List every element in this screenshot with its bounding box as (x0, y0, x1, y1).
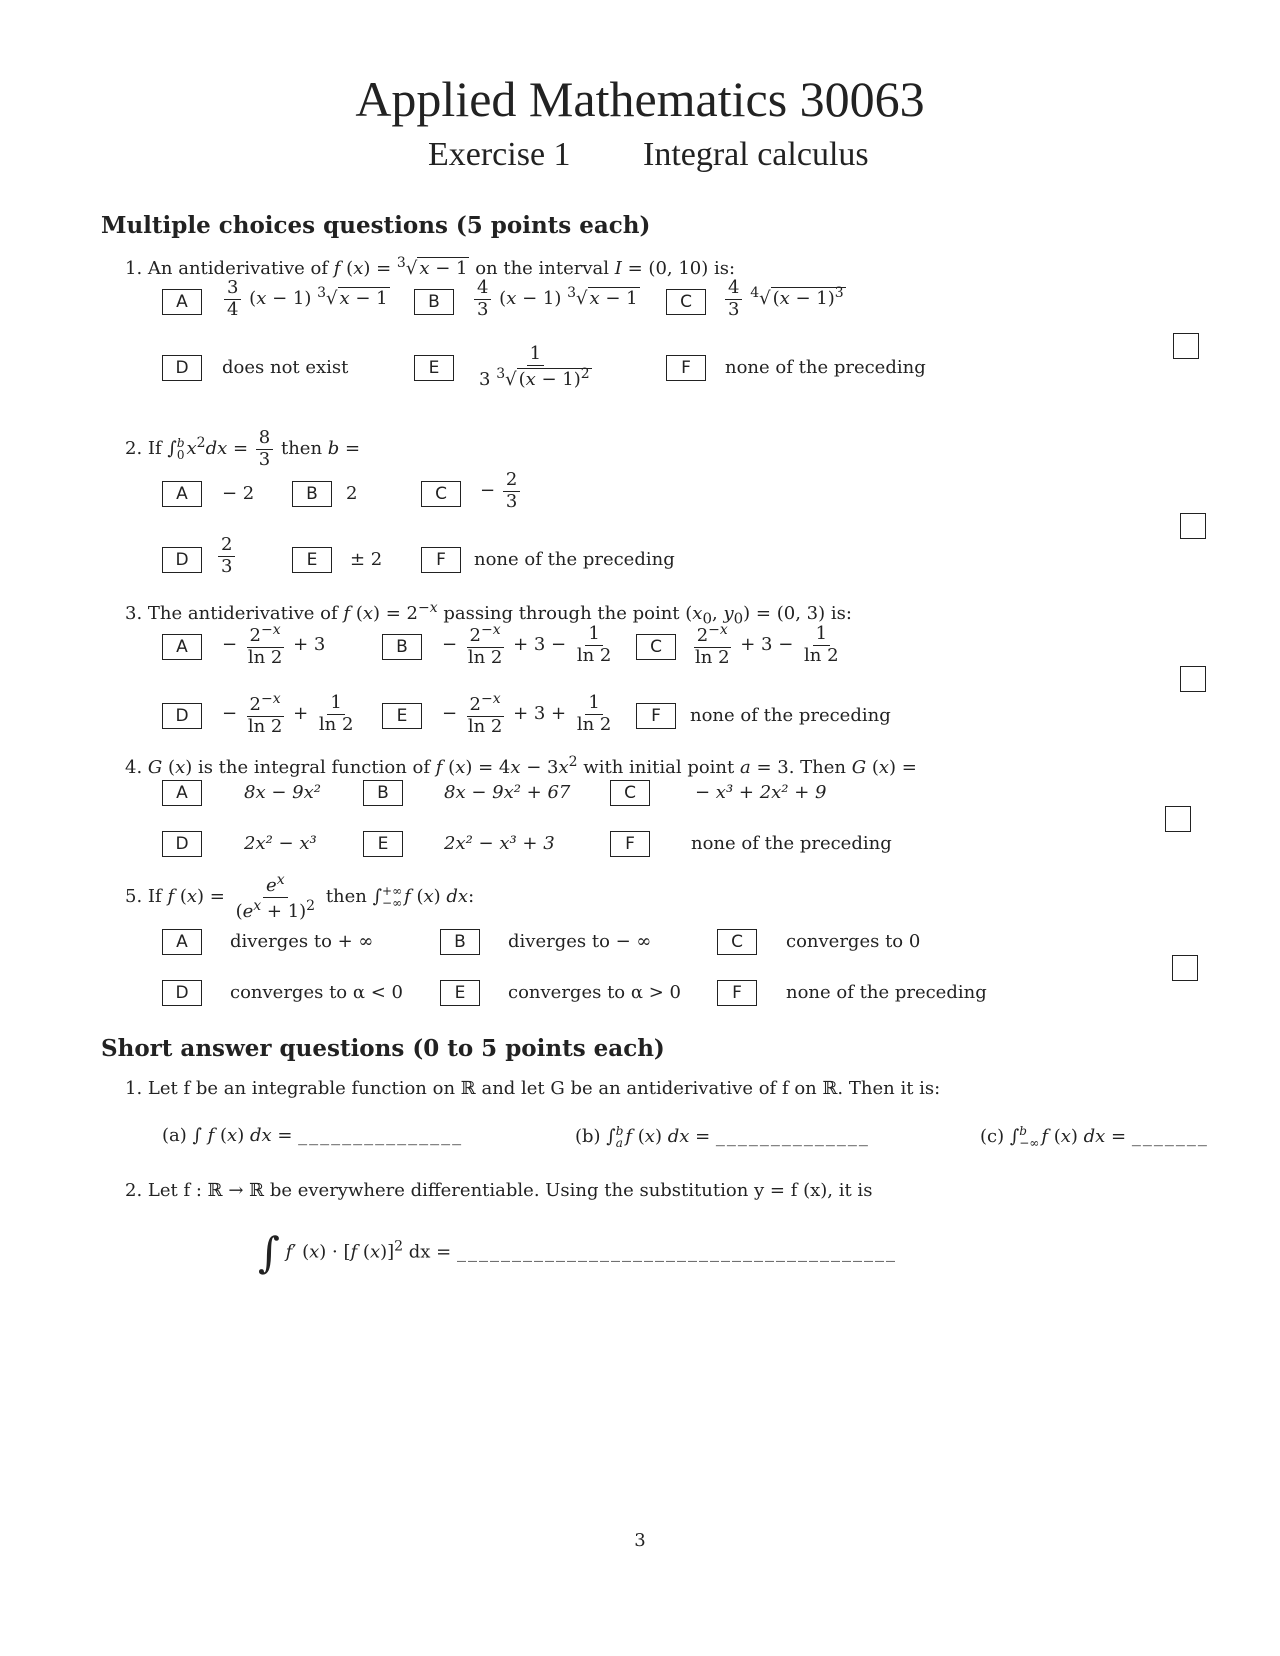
q4-option-b: 8x − 9x² + 67 (444, 782, 571, 803)
q4-option-a-box[interactable]: A (162, 780, 202, 806)
q1-text3: is: (714, 258, 736, 279)
q3-option-e: − $\frac{2^{-x}}{\ln 2}$ + 3 + $\frac{1}{\ln 2}$ (442, 691, 612, 737)
sa-q1-part-b: (b) ∫ b a f (x) dx = ______________ (575, 1124, 870, 1150)
q5-option-f: none of the preceding (786, 982, 987, 1003)
q2-text2: then (280, 438, 323, 460)
q4-text1: is the integral function of (197, 757, 431, 778)
exercise-label: Exercise 1 (428, 136, 571, 173)
q4-answer-box[interactable] (1165, 806, 1191, 832)
q4-option-e: 2x² − x³ + 3 (444, 833, 555, 854)
q5-text1: If (147, 886, 162, 908)
sa-q1-a-blank[interactable]: _______________ (298, 1125, 464, 1146)
q5-text2: then (325, 886, 367, 908)
q1-option-b-box[interactable]: B (414, 289, 454, 315)
q4-option-c-box[interactable]: C (610, 780, 650, 806)
q2-option-e: ± 2 (350, 549, 383, 570)
q4-option-f: none of the preceding (691, 833, 892, 854)
q5-option-b: diverges to − ∞ (508, 931, 652, 952)
sa-section-heading: Short answer questions (0 to 5 points each) (101, 1035, 665, 1062)
sa-q2-blank[interactable]: ________________________________________ (456, 1241, 897, 1263)
q3-option-f: none of the preceding (690, 705, 891, 726)
q5-number: 5. (125, 886, 143, 908)
q5-stem: 5. If f (x) = $\frac{e^x}{(e^x + 1)^2}$ then ∫ +∞ −∞ f (x) dx: (125, 872, 475, 922)
q3-stem: 3. The antiderivative of f $(x) = 2^{-x}$ passing through the point ($x_0$, $y_0) = (0$, 3) is: (125, 600, 852, 628)
sa-q1-text: Let f be an integrable function on ℝ and let G be an antiderivative of f on ℝ. Then it is: (147, 1078, 941, 1099)
q1-option-a: $\frac{3}{4}$ (x − 1) $^3$√ x − 1 (222, 278, 390, 320)
sa-q1-c-label: (c) (980, 1126, 1005, 1147)
q1-stem: 1. An antiderivative of f (x) = $^3$√ x − 1 on the interval I = (0, 10) is: (125, 255, 736, 279)
sa-q1-b-blank[interactable]: ______________ (715, 1126, 870, 1147)
q2-stem: 2. If ∫ b 0 $x^2dx$ = $\frac{8}{3}$ then b = (125, 427, 361, 470)
sa-q1-c-blank[interactable]: _______ (1131, 1126, 1209, 1147)
q4-option-c: − x³ + 2x² + 9 (695, 782, 827, 803)
page-title: Applied Mathematics 30063 (355, 71, 925, 127)
q5-option-a-box[interactable]: A (162, 929, 202, 955)
q3-option-e-box[interactable]: E (382, 703, 422, 729)
q4-option-a: 8x − 9x² (244, 782, 321, 803)
q4-number: 4. (125, 757, 143, 778)
q3-option-a: − $\frac{2^{-x}}{\ln 2}$ + 3 (222, 622, 326, 668)
sa-q2-stem (125, 1180, 872, 1201)
sa-q2-text: Let f : ℝ → ℝ be everywhere differentiable. Using the substitution y = f (x), it is (147, 1180, 873, 1201)
q3-option-b-box[interactable]: B (382, 634, 422, 660)
q3-option-f-box[interactable]: F (636, 703, 676, 729)
q5-option-a: diverges to + ∞ (230, 931, 374, 952)
sa-q1-stem (125, 1078, 940, 1099)
q2-option-a-box[interactable]: A (162, 481, 202, 507)
sa-q2-expression: ∫ f′ (x) · [f (x)]$^2$ dx = ________________________________________ (258, 1228, 897, 1277)
q1-option-e-box[interactable]: E (414, 355, 454, 381)
q1-option-a-box[interactable]: A (162, 289, 202, 315)
q4-text3: . Then (788, 757, 847, 778)
q3-text2: passing through the point (443, 603, 680, 624)
q1-number: 1. (125, 258, 143, 279)
q4-option-d: 2x² − x³ (244, 833, 317, 854)
q4-text2: with initial point (583, 757, 735, 778)
q3-text3: is: (830, 603, 852, 624)
q4-option-d-box[interactable]: D (162, 831, 202, 857)
q3-option-d: − $\frac{2^{-x}}{\ln 2}$ + $\frac{1}{\ln 2}$ (222, 691, 354, 737)
q5-option-e: converges to α > 0 (508, 982, 681, 1003)
mc-section-heading: Multiple choices questions (5 points each) (101, 212, 651, 239)
q5-answer-box[interactable] (1172, 955, 1198, 981)
q5-option-d: converges to α < 0 (230, 982, 403, 1003)
q5-option-c-box[interactable]: C (717, 929, 757, 955)
q2-option-f-box[interactable]: F (421, 547, 461, 573)
q1-option-f: none of the preceding (725, 357, 926, 378)
q5-option-d-box[interactable]: D (162, 980, 202, 1006)
q2-option-c: − $\frac{2}{3}$ (480, 470, 522, 512)
q1-text1: An antiderivative of (147, 258, 329, 279)
q5-option-e-box[interactable]: E (440, 980, 480, 1006)
q2-option-d-box[interactable]: D (162, 547, 202, 573)
q3-text1: The antiderivative of (147, 603, 338, 624)
q2-option-b: 2 (346, 483, 358, 504)
q5-option-b-box[interactable]: B (440, 929, 480, 955)
q1-answer-box[interactable] (1173, 333, 1199, 359)
q2-option-e-box[interactable]: E (292, 547, 332, 573)
sa-q1-part-c: (c) ∫ b −∞ f (x) dx = _______ (980, 1124, 1209, 1150)
q3-option-d-box[interactable]: D (162, 703, 202, 729)
page-number: 3 (634, 1530, 646, 1551)
q3-number: 3. (125, 603, 143, 624)
q5-option-c: converges to 0 (786, 931, 921, 952)
sa-q1-b-label: (b) (575, 1126, 601, 1147)
q1-text2: on the interval (475, 258, 610, 279)
sa-q1-part-a: (a) ∫ f (x) dx = _______________ (162, 1125, 464, 1146)
sa-q1-number: 1. (125, 1078, 143, 1099)
q3-option-a-box[interactable]: A (162, 634, 202, 660)
q4-option-b-box[interactable]: B (363, 780, 403, 806)
q2-option-a: − 2 (222, 483, 255, 504)
q4-option-e-box[interactable]: E (363, 831, 403, 857)
q2-number: 2. (125, 438, 143, 460)
q1-option-d-box[interactable]: D (162, 355, 202, 381)
q2-text1: If (147, 438, 162, 460)
q1-option-b: $\frac{4}{3}$ (x − 1) $^3$√ x − 1 (472, 278, 640, 320)
q2-option-f: none of the preceding (474, 549, 675, 570)
sa-q1-a-label: (a) (162, 1125, 187, 1146)
q1-option-d: does not exist (222, 357, 349, 378)
q2-answer-box[interactable] (1180, 513, 1206, 539)
q3-option-c-box[interactable]: C (636, 634, 676, 660)
q1-option-e: $\frac{1}{3 ^3√ (x - 1)^2}$ (479, 343, 590, 390)
q4-option-f-box[interactable]: F (610, 831, 650, 857)
sa-q2-number: 2. (125, 1180, 143, 1201)
q3-option-c: $\frac{2^{-x}}{\ln 2}$ + 3 − $\frac{1}{\ln 2}$ (695, 622, 839, 668)
q1-option-c-box[interactable]: C (666, 289, 706, 315)
q3-option-b: − $\frac{2^{-x}}{\ln 2}$ + 3 − $\frac{1}{\ln 2}$ (442, 622, 612, 668)
q4-stem: 4. G (x) is the integral function of f $(x) = 4x - 3x^2$ with initial point a = 3. Then G (x) = (125, 754, 917, 778)
q2-option-d: $\frac{2}{3}$ (216, 535, 237, 577)
topic-label: Integral calculus (643, 136, 869, 173)
q1-option-c: $\frac{4}{3}$ $^4$√ $(x - 1)^3$ (723, 278, 846, 320)
q2-option-c-box[interactable]: C (421, 481, 461, 507)
q3-answer-box[interactable] (1180, 666, 1206, 692)
q5-option-f-box[interactable]: F (717, 980, 757, 1006)
q2-option-b-box[interactable]: B (292, 481, 332, 507)
q1-option-f-box[interactable]: F (666, 355, 706, 381)
